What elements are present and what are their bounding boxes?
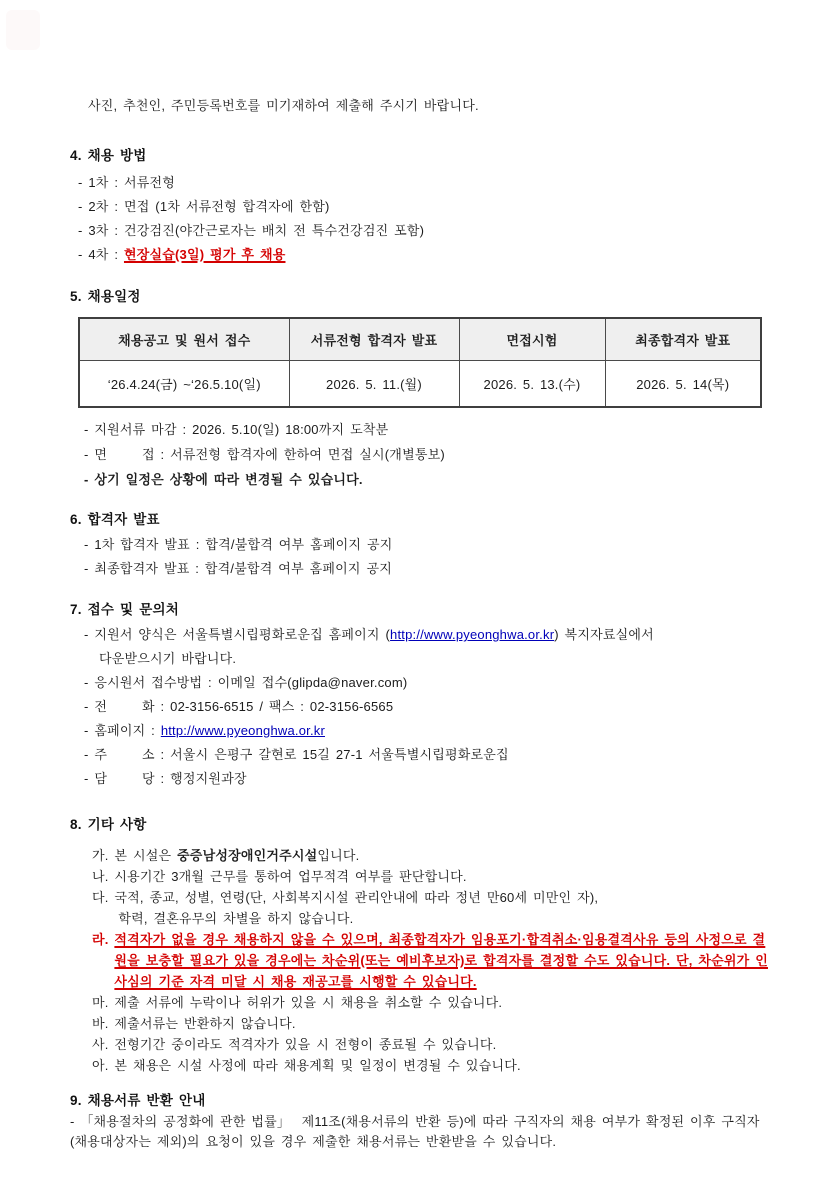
cell-document-pass-date: 2026. 5. 11.(월) [289,360,459,407]
schedule-notes [84,417,769,492]
other-notes-list [92,845,769,1076]
note-interview: - 면 접 : 서류전형 합격자에 한하여 면접 실시(개별통보) [84,447,445,462]
section-title-other: 8. 기타 사항 [70,817,147,832]
list-item-step4 [78,243,769,267]
section-results [70,508,769,581]
section-title-results: 6. 합격자 발표 [70,512,160,527]
schedule-table [78,317,762,408]
no-discrimination-line2: 학력, 결혼유무의 차별을 하지 않습니다. [118,911,354,926]
method-steps-list [78,171,769,267]
note-vacancy-policy [92,929,769,992]
note-plan-change: 아. 본 채용은 시설 사정에 따라 채용계획 및 일정이 변경될 수 있습니다. [92,1058,521,1073]
facility-prefix: 가. 본 시설은 [92,848,178,863]
intro-line: 사진, 추천인, 주민등록번호를 미기재하여 제출해 주시기 바랍니다. [88,98,479,113]
form-download-prefix: - 지원서 양식은 서울특별시립평화로운집 홈페이지 ( [84,627,391,642]
col-header-final-pass: 최종합격자 발표 [605,318,761,360]
list-item: - 최종합격자 발표 : 합격/불합격 여부 홈페이지 공지 [84,561,392,576]
note-early-close: 사. 전형기간 중이라도 적격자가 있을 시 전형이 종료될 수 있습니다. [92,1037,497,1052]
section-title-schedule: 5. 채용일정 [70,289,141,304]
contact-item-homepage [84,719,769,743]
facility-suffix: 입니다. [317,848,360,863]
section-document-return [70,1089,769,1152]
col-header-interview: 면접시험 [459,318,605,360]
form-download-suffix: ) 복지자료실에서 [554,627,654,642]
schedule-table-header-row [79,318,761,360]
note-probation: 나. 시용기간 3개월 근무를 통하여 업무적격 여부를 판단합니다. [92,869,467,884]
section-schedule [70,285,769,492]
item-label: 다. [92,890,115,905]
contact-item-email: - 응시원서 접수방법 : 이메일 접수(glipda@naver.com) [84,675,408,690]
section-title-return: 9. 채용서류 반환 안내 [70,1093,206,1108]
cell-interview-date: 2026. 5. 13.(수) [459,360,605,407]
col-header-document-pass: 서류전형 합격자 발표 [289,318,459,360]
note-deadline: - 지원서류 마감 : 2026. 5.10(일) 18:00까지 도착분 [84,422,389,437]
list-item: - 2차 : 면접 (1차 서류전형 합격자에 한함) [78,199,330,214]
note-false-documents: 마. 제출 서류에 누락이나 허위가 있을 시 채용을 취소할 수 있습니다. [92,995,503,1010]
homepage-link[interactable]: http://www.pyeonghwa.or.kr [390,627,555,642]
section-title-contact: 7. 접수 및 문의처 [70,602,179,617]
col-header-application: 채용공고 및 원서 접수 [79,318,289,360]
note-no-return: 바. 제출서류는 반환하지 않습니다. [92,1016,296,1031]
results-list [84,533,769,581]
homepage-label: - 홈페이지 : [84,723,161,738]
form-download-line2: 다운받으시기 바랍니다. [99,651,237,666]
section-contact [70,598,769,791]
note-schedule-change: - 상기 일정은 상황에 따라 변경될 수 있습니다. [84,472,363,487]
contact-item-address: - 주 소 : 서울시 은평구 갈현로 15길 27-1 서울특별시립평화로운집 [84,747,509,762]
facility-type-bold: 중증남성장애인거주시설 [177,848,318,863]
scan-artifact-mark [6,10,40,50]
list-item: - 1차 합격자 발표 : 합격/불합격 여부 홈페이지 공지 [84,537,393,552]
table-row [79,360,761,407]
list-item: - 1차 : 서류전형 [78,175,175,190]
cell-final-pass-date: 2026. 5. 14(목) [605,360,761,407]
note-facility-type [92,845,769,866]
item-body [114,887,769,929]
step4-prefix: - 4차 : [78,247,124,262]
section-other-notes [70,813,769,1076]
section-recruitment-method [70,144,769,267]
contact-item-manager: - 담 당 : 행정지원과장 [84,771,247,786]
item-label: 라. [92,932,115,947]
step4-highlight: 현장실습(3일) 평가 후 채용 [123,247,286,262]
contact-item-phone-fax: - 전 화 : 02-3156-6515 / 팩스 : 02-3156-6565 [84,699,394,714]
contact-item-form-download [84,623,769,647]
section-title-method: 4. 채용 방법 [70,148,147,163]
no-discrimination-line1: 국적, 종교, 성별, 연령(단, 사회복지시설 관리안내에 따라 정년 만60세 미만인 자), [114,890,599,905]
document-return-body: - 「채용절차의 공정화에 관한 법률」 제11조(채용서류의 반환 등)에 따라 구직자의 채용 여부가 확정된 이후 구직자(채용대상자는 제외)의 요청이 있을 경우 제출한 채용서류는 반환받을 수 있습니다. [70,1114,760,1149]
note-no-discrimination [92,887,769,929]
list-item: - 3차 : 건강검진(야간근로자는 배치 전 특수건강검진 포함) [78,223,425,238]
vacancy-policy-text: 적격자가 없을 경우 채용하지 않을 수 있으며, 최종합격자가 임용포기·합격취소·임용결격사유 등의 사정으로 결원을 보충할 필요가 있을 경우에는 차순위(또는 예비후보자)로 합격자를 결정할 수도 있습니다. 단, 차순위가 인사심의 기준 자격 미달 시 채용 재공고를 시행할 수 있습니다. [114,932,768,989]
homepage-link[interactable]: http://www.pyeonghwa.or.kr [160,723,325,738]
contact-list [84,623,769,791]
cell-application-period: ‘26.4.24(금) ~‘26.5.10(일) [79,360,289,407]
